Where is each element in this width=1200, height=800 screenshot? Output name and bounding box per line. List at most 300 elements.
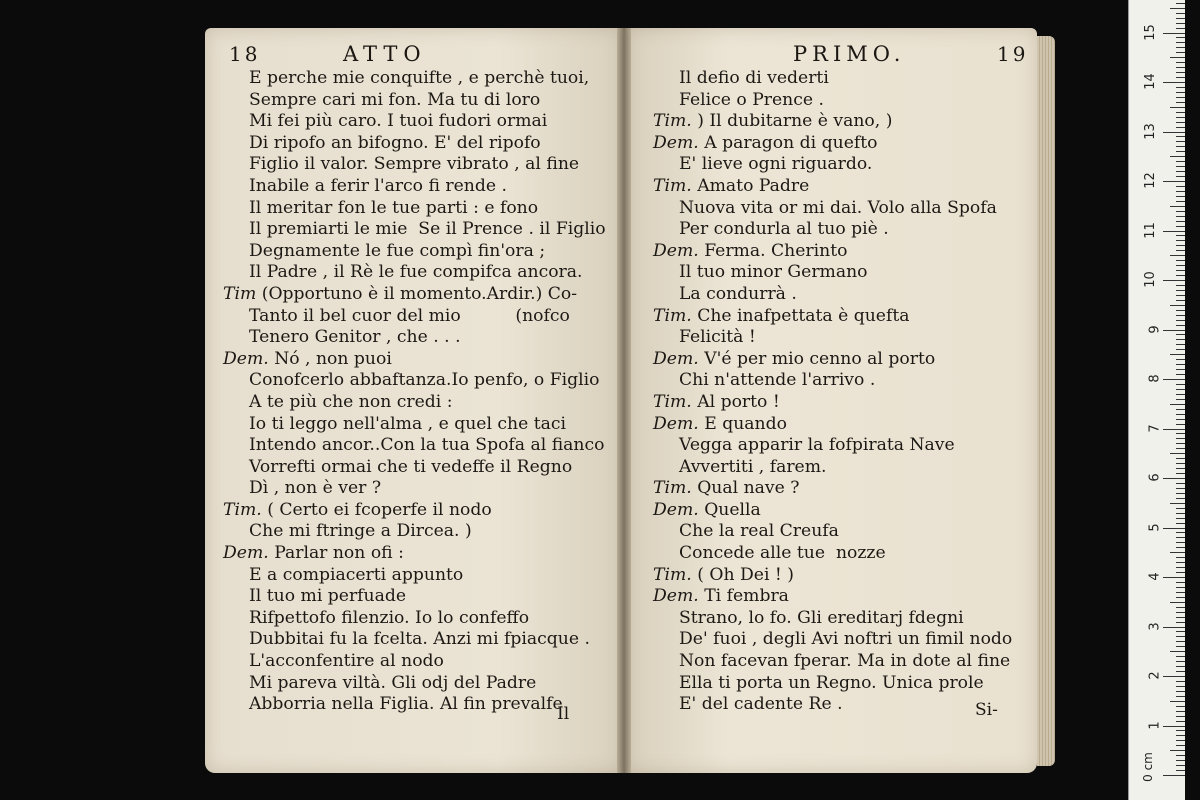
- left-text-line: [223, 543, 606, 565]
- right-text-line: [653, 284, 1012, 306]
- ruler-tick: [1176, 468, 1185, 469]
- ruler-tick: [1176, 696, 1185, 697]
- ruler-tick: [1170, 354, 1185, 355]
- verse-text: Per condurla al tuo piè .: [679, 219, 889, 240]
- ruler-tick: [1176, 681, 1185, 682]
- left-text-line: [223, 673, 606, 695]
- speaker-label: Tim.: [653, 175, 692, 196]
- ruler-tick: [1176, 716, 1185, 717]
- verse-text: Abborria nella Figlia. Al fin prevalfe: [249, 694, 563, 715]
- verse-text: Conofcerlo abbaftanza.Io penfo, o Figlio: [249, 370, 600, 391]
- ruler-tick: [1176, 334, 1185, 335]
- verse-text: Parlar non ofi :: [274, 543, 404, 564]
- ruler-tick: [1176, 389, 1185, 390]
- speaker-label: Dem.: [223, 543, 269, 564]
- ruler-number: 9: [1147, 324, 1163, 334]
- ruler-tick: [1163, 181, 1185, 182]
- verse-text: Felice o Prence .: [679, 89, 824, 110]
- verse-text: Il meritar fon le tue parti : e fono: [249, 197, 539, 218]
- speaker-label: Tim.: [653, 391, 692, 412]
- verse-text: Degnamente le fue compì fin'ora ;: [249, 240, 546, 261]
- right-text-line: [653, 306, 1012, 328]
- speaker-label: Dem.: [653, 348, 699, 369]
- ruler-tick: [1176, 47, 1185, 48]
- left-text-line: [223, 90, 606, 112]
- ruler-tick: [1176, 226, 1185, 227]
- left-text-line: [223, 198, 606, 220]
- ruler-tick: [1176, 87, 1185, 88]
- verse-text: Concede alle tue nozze: [679, 543, 886, 564]
- ruler-tick: [1170, 206, 1185, 207]
- ruler-tick: [1170, 750, 1185, 751]
- ruler-tick: [1176, 3, 1185, 4]
- speaker-label: Tim.: [653, 564, 692, 585]
- ruler-tick: [1176, 310, 1185, 311]
- verse-text: Ferma. Cherinto: [704, 240, 848, 261]
- ruler-tick: [1176, 513, 1185, 514]
- ruler-tick: [1176, 13, 1185, 14]
- right-text-line: [653, 176, 1012, 198]
- ruler-tick: [1176, 112, 1185, 113]
- ruler-tick: [1170, 552, 1185, 553]
- ruler-tick: [1170, 107, 1185, 108]
- ruler-tick: [1176, 483, 1185, 484]
- ruler-tick: [1176, 300, 1185, 301]
- ruler-tick: [1176, 745, 1185, 746]
- ruler-tick: [1176, 67, 1185, 68]
- ruler-tick: [1176, 567, 1185, 568]
- ruler-tick: [1170, 8, 1185, 9]
- ruler-tick: [1176, 547, 1185, 548]
- ruler-tick: [1176, 488, 1185, 489]
- left-catchword: Il: [557, 704, 570, 724]
- ruler-tick: [1176, 443, 1185, 444]
- ruler-number: 11: [1143, 221, 1159, 239]
- ruler-tick: [1176, 52, 1185, 53]
- ruler-tick: [1163, 775, 1185, 776]
- left-text-line: [223, 349, 606, 371]
- verse-text: Nó , non puoi: [274, 348, 392, 369]
- left-text-line: [223, 262, 606, 284]
- ruler-tick: [1163, 429, 1185, 430]
- ruler-tick: [1176, 102, 1185, 103]
- verse-text: Ti fembra: [704, 586, 789, 607]
- ruler-tick: [1176, 607, 1185, 608]
- ruler-tick: [1176, 62, 1185, 63]
- verse-text: L'acconfentire al nodo: [249, 651, 444, 672]
- left-text-block: [223, 68, 606, 716]
- left-text-line: [223, 500, 606, 522]
- right-text-block: [653, 68, 1012, 716]
- verse-text: Mi fei più caro. I tuoi fudori ormai: [249, 111, 548, 132]
- ruler-tick: [1176, 542, 1185, 543]
- ruler-tick: [1176, 631, 1185, 632]
- ruler-tick: [1176, 42, 1185, 43]
- right-text-line: [653, 414, 1012, 436]
- ruler-tick: [1176, 161, 1185, 162]
- left-text-line: [223, 435, 606, 457]
- ruler-tick: [1163, 478, 1185, 479]
- ruler-tick: [1176, 369, 1185, 370]
- ruler-tick: [1176, 612, 1185, 613]
- ruler-tick: [1170, 305, 1185, 306]
- ruler-tick: [1176, 433, 1185, 434]
- verse-text: Al porto !: [697, 391, 780, 412]
- ruler-tick: [1176, 92, 1185, 93]
- ruler-tick: [1176, 290, 1185, 291]
- ruler-tick: [1176, 597, 1185, 598]
- verse-text: E quando: [704, 413, 787, 434]
- verse-text: E' lieve ogni riguardo.: [679, 154, 873, 175]
- ruler-tick: [1176, 508, 1185, 509]
- ruler-tick: [1176, 166, 1185, 167]
- ruler-tick: [1163, 33, 1185, 34]
- ruler-tick: [1176, 691, 1185, 692]
- ruler-tick: [1176, 424, 1185, 425]
- right-text-line: [653, 629, 1012, 651]
- right-text-line: [653, 586, 1012, 608]
- left-text-line: [223, 521, 606, 543]
- right-text-line: [653, 673, 1012, 695]
- left-text-line: [223, 565, 606, 587]
- speaker-label: Dem.: [223, 348, 269, 369]
- verse-text: Mi pareva viltà. Gli odj del Padre: [249, 672, 537, 693]
- right-text-line: [653, 241, 1012, 263]
- ruler-number: 5: [1147, 522, 1163, 532]
- verse-text: Rifpettofo filenzio. Io lo confeffo: [249, 607, 530, 628]
- left-page-number: 18: [229, 42, 261, 66]
- right-text-line: [653, 111, 1012, 133]
- left-text-line: [223, 306, 606, 328]
- verse-text: Amato Padre: [697, 175, 810, 196]
- ruler-tick: [1176, 656, 1185, 657]
- ruler-tick: [1176, 285, 1185, 286]
- right-running-head: PRIMO.: [793, 42, 906, 66]
- ruler-tick: [1176, 176, 1185, 177]
- ruler-tick: [1163, 577, 1185, 578]
- ruler-tick: [1176, 265, 1185, 266]
- verse-text: Che inafpettata è quefta: [697, 305, 910, 326]
- open-book: [205, 28, 1055, 773]
- verse-text: Vorrefti ormai che ti vedeffe il Regno: [249, 456, 573, 477]
- left-text-line: [223, 414, 606, 436]
- ruler-tick: [1176, 171, 1185, 172]
- right-text-line: [653, 349, 1012, 371]
- ruler-number: 3: [1147, 621, 1163, 631]
- ruler-tick: [1176, 661, 1185, 662]
- left-running-head: ATTO: [343, 42, 427, 66]
- speaker-label: Dem.: [653, 499, 699, 520]
- ruler-tick: [1176, 221, 1185, 222]
- verse-text: La condurrà .: [679, 283, 797, 304]
- ruler-tick: [1176, 498, 1185, 499]
- ruler-tick: [1176, 557, 1185, 558]
- ruler-tick: [1163, 528, 1185, 529]
- right-text-line: [653, 133, 1012, 155]
- ruler-tick: [1176, 146, 1185, 147]
- ruler-tick: [1176, 260, 1185, 261]
- ruler-unit-label: 0 cm: [1141, 752, 1156, 782]
- right-text-line: [653, 262, 1012, 284]
- ruler-tick: [1176, 117, 1185, 118]
- ruler-tick: [1176, 216, 1185, 217]
- ruler-number: 14: [1143, 73, 1159, 90]
- ruler-tick: [1176, 374, 1185, 375]
- speaker-label: Dem.: [653, 132, 699, 153]
- ruler-tick: [1176, 706, 1185, 707]
- right-text-line: [653, 219, 1012, 241]
- ruler-tick: [1176, 666, 1185, 667]
- ruler-tick: [1176, 136, 1185, 137]
- ruler-tick: [1176, 419, 1185, 420]
- verse-text: Vegga apparir la fofpirata Nave: [679, 435, 955, 456]
- ruler-tick: [1176, 37, 1185, 38]
- ruler-tick: [1170, 602, 1185, 603]
- ruler-tick: [1176, 72, 1185, 73]
- ruler-tick: [1176, 562, 1185, 563]
- left-text-line: [223, 392, 606, 414]
- ruler-tick: [1163, 82, 1185, 83]
- ruler-tick: [1176, 493, 1185, 494]
- ruler-tick: [1176, 151, 1185, 152]
- left-text-line: [223, 154, 606, 176]
- ruler-tick: [1163, 132, 1185, 133]
- ruler-tick: [1176, 394, 1185, 395]
- ruler-tick: [1170, 701, 1185, 702]
- ruler-tick: [1176, 18, 1185, 19]
- left-text-line: [223, 111, 606, 133]
- ruler-tick: [1176, 582, 1185, 583]
- ruler-tick: [1176, 438, 1185, 439]
- verse-text: E a compiacerti appunto: [249, 564, 464, 585]
- ruler-tick: [1176, 320, 1185, 321]
- ruler-tick: [1170, 404, 1185, 405]
- left-text-line: [223, 629, 606, 651]
- right-text-line: [653, 370, 1012, 392]
- right-text-line: [653, 435, 1012, 457]
- ruler-tick: [1170, 651, 1185, 652]
- verse-text: E' del cadente Re .: [679, 694, 843, 715]
- ruler-tick: [1176, 730, 1185, 731]
- ruler-tick: [1176, 97, 1185, 98]
- right-text-line: [653, 392, 1012, 414]
- ruler-tick: [1176, 211, 1185, 212]
- verse-text: V'é per mio cenno al porto: [704, 348, 936, 369]
- verse-text: Di ripofo an bifogno. E' del ripofo: [249, 132, 541, 153]
- right-text-line: [653, 521, 1012, 543]
- verse-text: E perche mie conquifte , e perchè tuoi,: [249, 68, 590, 88]
- ruler-tick: [1176, 245, 1185, 246]
- ruler-tick: [1163, 726, 1185, 727]
- ruler-tick: [1176, 641, 1185, 642]
- left-page: [205, 28, 623, 773]
- verse-text: Il premiarti le mie Se il Prence . il Figlio: [249, 219, 606, 240]
- ruler-tick: [1170, 255, 1185, 256]
- right-catchword: Si-: [975, 700, 998, 720]
- ruler-tick: [1176, 196, 1185, 197]
- ruler-tick: [1176, 537, 1185, 538]
- verse-text: Il Padre , il Rè le fue compifca ancora.: [249, 262, 583, 283]
- ruler-tick: [1176, 141, 1185, 142]
- ruler-tick: [1176, 448, 1185, 449]
- verse-text: (Opportuno è il momento.Ardir.) Co-: [261, 283, 578, 304]
- ruler-tick: [1176, 592, 1185, 593]
- ruler-tick: [1176, 275, 1185, 276]
- ruler-tick: [1176, 399, 1185, 400]
- ruler-tick: [1176, 755, 1185, 756]
- speaker-label: Dem.: [653, 240, 699, 261]
- verse-text: Non facevan fperar. Ma in dote al fine: [679, 651, 1011, 672]
- speaker-label: Dem.: [653, 586, 699, 607]
- verse-text: Avvertiti , farem.: [679, 456, 827, 477]
- verse-text: Tenero Genitor , che . . .: [249, 327, 461, 348]
- ruler-tick: [1176, 587, 1185, 588]
- right-text-line: [653, 565, 1012, 587]
- ruler-tick: [1176, 384, 1185, 385]
- ruler-tick: [1176, 572, 1185, 573]
- left-text-line: [223, 176, 606, 198]
- ruler-number: 15: [1143, 23, 1159, 41]
- left-text-line: [223, 133, 606, 155]
- ruler-tick: [1176, 473, 1185, 474]
- right-text-line: [653, 198, 1012, 220]
- right-text-line: [653, 478, 1012, 500]
- ruler-tick: [1176, 270, 1185, 271]
- ruler-tick: [1170, 503, 1185, 504]
- verse-text: Il tuo minor Germano: [679, 262, 868, 283]
- right-text-line: [653, 543, 1012, 565]
- ruler-tick: [1170, 156, 1185, 157]
- verse-text: Felicità !: [679, 327, 756, 348]
- ruler-tick: [1176, 250, 1185, 251]
- ruler-tick: [1176, 671, 1185, 672]
- left-text-line: [223, 284, 606, 306]
- left-text-line: [223, 327, 606, 349]
- book-gutter: [617, 28, 631, 773]
- left-text-line: [223, 370, 606, 392]
- ruler-tick: [1176, 463, 1185, 464]
- right-page-number: 19: [997, 42, 1029, 66]
- ruler-tick: [1176, 235, 1185, 236]
- verse-text: A te più che non credi :: [249, 391, 453, 412]
- ruler-tick: [1176, 532, 1185, 533]
- ruler-number: 4: [1147, 572, 1163, 581]
- ruler-tick: [1176, 186, 1185, 187]
- left-text-line: [223, 478, 606, 500]
- ruler-number: 1: [1147, 720, 1163, 730]
- ruler-tick: [1176, 315, 1185, 316]
- right-text-line: [653, 608, 1012, 630]
- measurement-ruler: [1128, 0, 1185, 800]
- verse-text: Strano, lo fo. Gli ereditarj fdegni: [679, 607, 964, 628]
- ruler-number: 12: [1143, 172, 1159, 189]
- verse-text: Dì , non è ver ?: [249, 478, 382, 499]
- ruler-number: 6: [1147, 473, 1163, 482]
- left-text-line: [223, 241, 606, 263]
- ruler-tick: [1176, 646, 1185, 647]
- ruler-tick: [1176, 721, 1185, 722]
- verse-text: ( Certo ei fcoperfe il nodo: [267, 499, 492, 520]
- ruler-tick: [1163, 627, 1185, 628]
- speaker-label: Tim: [223, 283, 257, 304]
- verse-text: ( Oh Dei ! ): [697, 564, 794, 585]
- left-text-line: [223, 68, 606, 90]
- ruler-tick: [1176, 760, 1185, 761]
- page-edges: [1037, 36, 1055, 766]
- verse-text: Inabile a ferir l'arco fi rende .: [249, 175, 507, 196]
- verse-text: Chi n'attende l'arrivo .: [679, 370, 876, 391]
- ruler-tick: [1176, 458, 1185, 459]
- ruler-tick: [1176, 295, 1185, 296]
- speaker-label: Tim.: [653, 478, 692, 499]
- ruler-tick: [1176, 518, 1185, 519]
- verse-text: Dubbitai fu la fcelta. Anzi mi fpiacque .: [249, 629, 590, 650]
- ruler-tick: [1170, 57, 1185, 58]
- right-text-line: [653, 694, 1012, 716]
- ruler-number: 13: [1143, 122, 1159, 140]
- ruler-tick: [1176, 240, 1185, 241]
- ruler-number: 7: [1147, 423, 1163, 433]
- verse-text: Tanto il bel cuor del mio (nofco: [249, 305, 570, 326]
- ruler-tick: [1176, 122, 1185, 123]
- ruler-tick: [1176, 617, 1185, 618]
- ruler-tick: [1176, 686, 1185, 687]
- ruler-tick: [1176, 339, 1185, 340]
- ruler-tick: [1163, 379, 1185, 380]
- left-text-line: [223, 457, 606, 479]
- verse-text: Figlio il valor. Sempre vibrato , al fine: [249, 154, 580, 175]
- ruler-tick: [1176, 127, 1185, 128]
- verse-text: Ella ti porta un Regno. Unica prole: [679, 672, 984, 693]
- ruler-tick: [1176, 191, 1185, 192]
- ruler-tick: [1176, 325, 1185, 326]
- ruler-tick: [1163, 676, 1185, 677]
- ruler-number: 2: [1147, 671, 1163, 680]
- ruler-tick: [1176, 409, 1185, 410]
- verse-text: ) Il dubitarne è vano, ): [697, 111, 893, 132]
- verse-text: Il defio di vederti: [679, 68, 829, 88]
- ruler-tick: [1176, 740, 1185, 741]
- verse-text: Nuova vita or mi dai. Volo alla Spofa: [679, 197, 997, 218]
- ruler-tick: [1176, 414, 1185, 415]
- ruler-tick: [1163, 280, 1185, 281]
- ruler-tick: [1176, 349, 1185, 350]
- ruler-tick: [1176, 636, 1185, 637]
- ruler-tick: [1176, 523, 1185, 524]
- ruler-tick: [1176, 622, 1185, 623]
- ruler-tick: [1176, 28, 1185, 29]
- verse-text: Io ti leggo nell'alma , e quel che taci: [249, 413, 567, 434]
- ruler-tick: [1176, 344, 1185, 345]
- ruler-tick: [1176, 711, 1185, 712]
- verse-text: Intendo ancor..Con la tua Spofa al fianco: [249, 435, 605, 456]
- verse-text: A paragon di quefto: [704, 132, 878, 153]
- ruler-tick: [1176, 23, 1185, 24]
- verse-text: Qual nave ?: [697, 478, 800, 499]
- left-text-line: [223, 651, 606, 673]
- right-text-line: [653, 90, 1012, 112]
- verse-text: Sempre cari mi fon. Ma tu di loro: [249, 89, 541, 110]
- ruler-number: 10: [1143, 271, 1159, 288]
- ruler-tick: [1176, 201, 1185, 202]
- ruler-tick: [1176, 359, 1185, 360]
- right-page: [625, 28, 1037, 773]
- ruler-tick: [1176, 735, 1185, 736]
- verse-text: Che la real Creufa: [679, 521, 839, 542]
- right-text-line: [653, 651, 1012, 673]
- right-text-line: [653, 500, 1012, 522]
- ruler-tick: [1176, 77, 1185, 78]
